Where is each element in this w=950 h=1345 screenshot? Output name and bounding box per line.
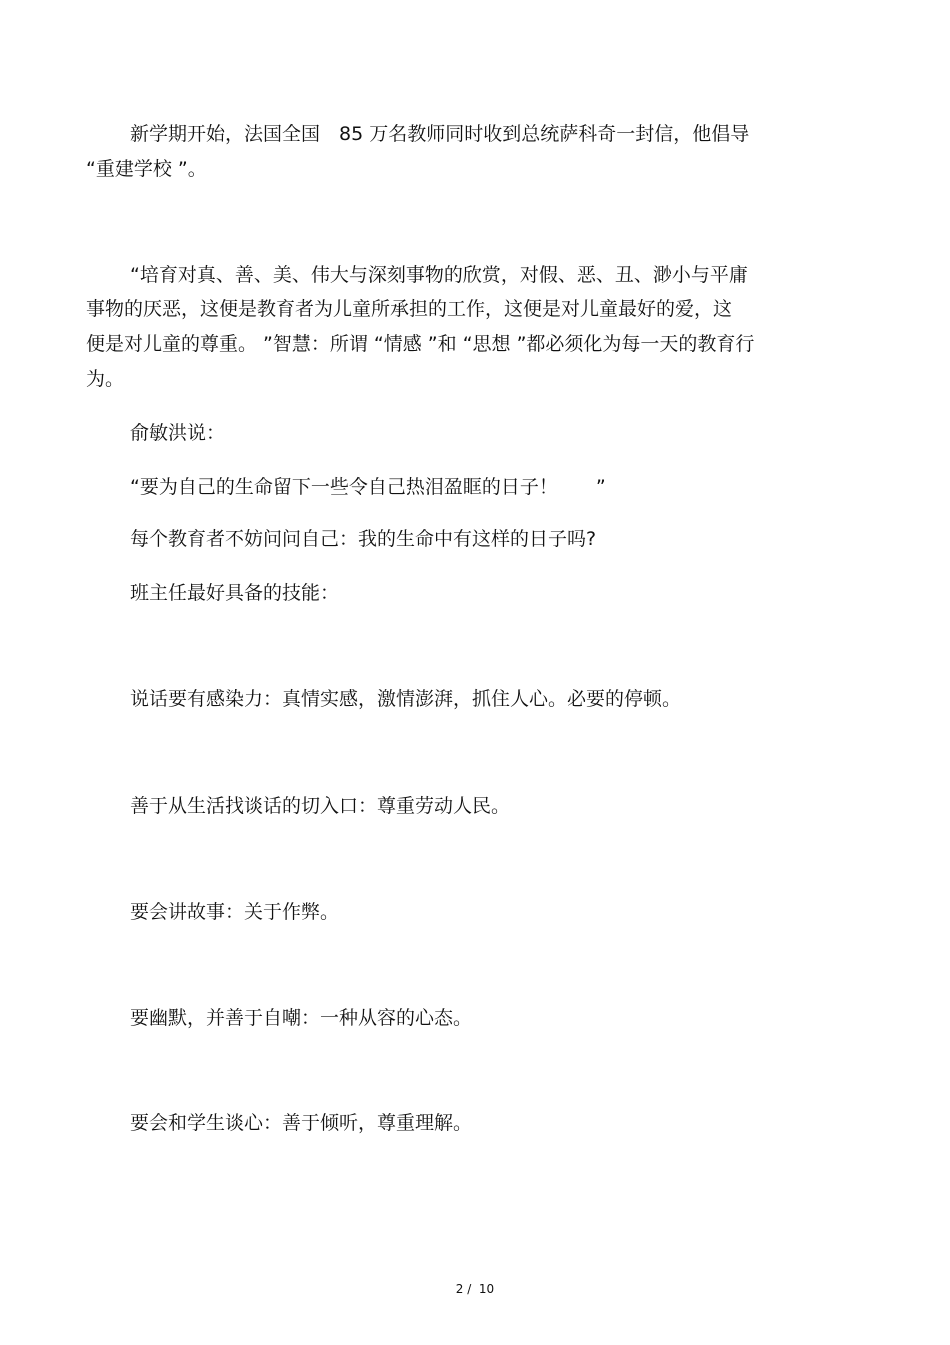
paragraph-yu-minhong: 俞敏洪说：	[130, 422, 226, 444]
paragraph-quote-tears: “要为自己的生命留下一些令自己热泪盈眶的日子！ ”	[130, 476, 606, 498]
paragraph-quote-line-3: 便是对儿童的尊重。 ”智慧：所谓 “情感 ”和 “思想 ”都必须化为每一天的教育行	[86, 333, 755, 355]
paragraph-skills-heading: 班主任最好具备的技能：	[130, 582, 340, 604]
skill-item-5: 要会和学生谈心：善于倾听，尊重理解。	[130, 1112, 473, 1134]
skill-item-1: 说话要有感染力：真情实感，激情澎湃，抓住人心。必要的停顿。	[130, 688, 682, 710]
skill-item-4: 要幽默，并善于自嘲：一种从容的心态。	[130, 1007, 473, 1029]
paragraph-question: 每个教育者不妨问问自己：我的生命中有这样的日子吗?	[130, 528, 597, 550]
skill-item-3: 要会讲故事：关于作弊。	[130, 901, 340, 923]
paragraph-letter-line-1: 新学期开始，法国全国 85 万名教师同时收到总统萨科奇一封信，他倡导	[130, 123, 750, 145]
paragraph-letter-line-2: “重建学校 ”。	[86, 158, 207, 180]
skill-item-2: 善于从生活找谈话的切入口：尊重劳动人民。	[130, 795, 511, 817]
paragraph-quote-line-1: “培育对真、善、美、伟大与深刻事物的欣赏，对假、恶、丑、渺小与平庸	[130, 264, 748, 286]
page-indicator: 2 / 10	[455, 1282, 495, 1296]
paragraph-quote-line-2: 事物的厌恶，这便是教育者为儿童所承担的工作，这便是对儿童最好的爱，这	[86, 298, 733, 320]
paragraph-quote-line-4: 为。	[86, 368, 125, 390]
